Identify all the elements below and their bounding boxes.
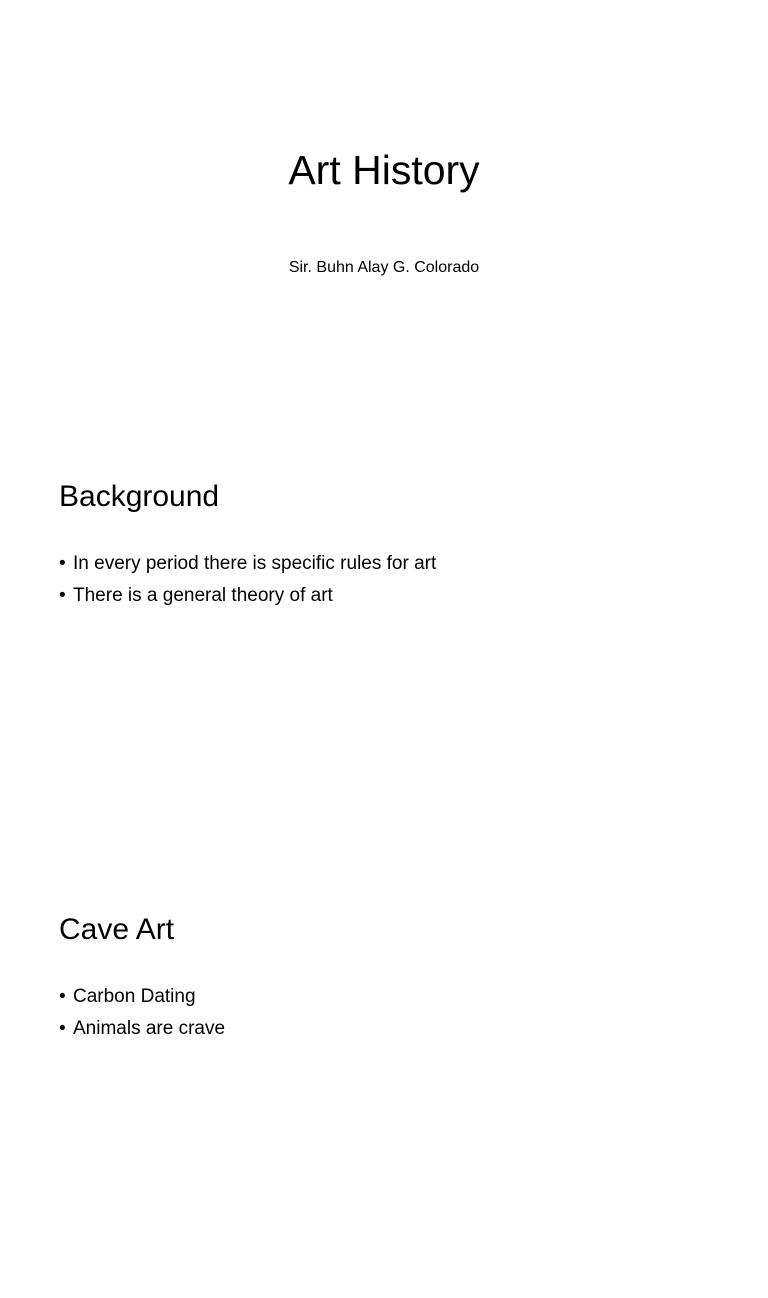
bullet-text: Carbon Dating [73,986,196,1007]
slide-background-bullets [59,548,436,612]
slide-cave-art [0,866,768,1298]
bullet-dot-icon: • [59,553,66,574]
slide-background-heading: Background [59,480,220,513]
slide-background [0,433,768,865]
bullet-item [59,548,436,580]
slide-cave-art-heading: Cave Art [59,913,175,946]
bullet-dot-icon: • [59,1018,66,1039]
slide-title-heading: Art History [288,147,480,193]
bullet-item [59,1013,225,1045]
bullet-item [59,981,225,1013]
bullet-text: In every period there is specific rules for art [73,553,437,574]
slide-author: Sir. Buhn Alay G. Colorado [288,259,480,276]
bullet-text: There is a general theory of art [73,585,333,606]
bullet-item [59,580,436,612]
slide-title [0,0,768,432]
bullet-dot-icon: • [59,986,66,1007]
bullet-dot-icon: • [59,585,66,606]
slide-cave-art-bullets [59,981,225,1045]
bullet-text: Animals are crave [73,1018,226,1039]
